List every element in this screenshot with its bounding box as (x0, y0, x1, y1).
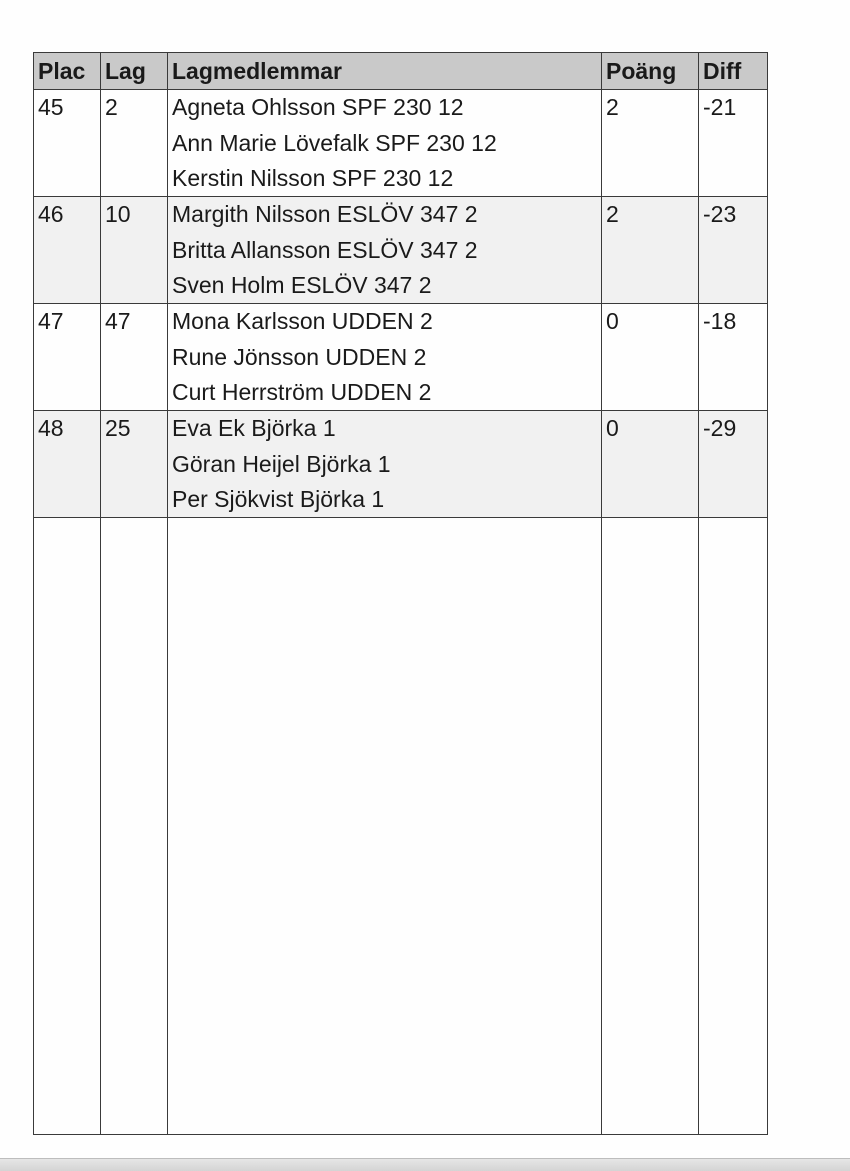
team-member: Rune Jönsson UDDEN 2 (172, 343, 427, 370)
team-row-group (34, 304, 768, 411)
team-member: Britta Allansson ESLÖV 347 2 (172, 236, 478, 263)
scanner-bottom-edge (0, 1158, 850, 1171)
poang-cell: 0 (602, 304, 699, 411)
members-cell (168, 90, 602, 197)
poang-cell: 2 (602, 197, 699, 304)
diff-cell: -18 (699, 304, 768, 411)
team-member: Mona Karlsson UDDEN 2 (172, 308, 433, 334)
table-row (34, 90, 768, 197)
team-member: Eva Ek Björka 1 (172, 415, 336, 441)
members-cell (168, 411, 602, 518)
results-table (33, 52, 768, 1135)
team-member: Margith Nilsson ESLÖV 347 2 (172, 201, 478, 227)
team-row-group (34, 411, 768, 518)
plac-cell: 46 (34, 197, 101, 304)
diff-cell: -29 (699, 411, 768, 518)
team-member: Kerstin Nilsson SPF 230 12 (172, 165, 454, 191)
header-row (34, 53, 768, 90)
lag-cell: 47 (101, 304, 168, 411)
plac-cell: 48 (34, 411, 101, 518)
members-cell (168, 197, 602, 304)
team-row-group (34, 197, 768, 304)
empty-cell (168, 518, 602, 1135)
diff-cell: -23 (699, 197, 768, 304)
table-row (34, 411, 768, 518)
diff-cell: -21 (699, 90, 768, 197)
lag-cell: 2 (101, 90, 168, 197)
team-member: Ann Marie Lövefalk SPF 230 12 (172, 129, 497, 156)
header-poang: Poäng (602, 53, 699, 90)
members-cell (168, 304, 602, 411)
team-member: Göran Heijel Björka 1 (172, 450, 391, 477)
empty-cell (602, 518, 699, 1135)
empty-cell (699, 518, 768, 1135)
team-member: Agneta Ohlsson SPF 230 12 (172, 94, 464, 120)
empty-cell (101, 518, 168, 1135)
plac-cell: 45 (34, 90, 101, 197)
header-lag: Lag (101, 53, 168, 90)
header-plac: Plac (34, 53, 101, 90)
empty-cell (34, 518, 101, 1135)
team-member: Curt Herrström UDDEN 2 (172, 379, 432, 405)
header-members: Lagmedlemmar (168, 53, 602, 90)
table-header (34, 53, 768, 90)
team-member: Per Sjökvist Björka 1 (172, 486, 385, 512)
table-row (34, 197, 768, 304)
plac-cell: 47 (34, 304, 101, 411)
poang-cell: 2 (602, 90, 699, 197)
empty-row (34, 518, 768, 1135)
lag-cell: 25 (101, 411, 168, 518)
poang-cell: 0 (602, 411, 699, 518)
team-row-group (34, 90, 768, 197)
lag-cell: 10 (101, 197, 168, 304)
table-row (34, 304, 768, 411)
team-member: Sven Holm ESLÖV 347 2 (172, 272, 432, 298)
header-diff: Diff (699, 53, 768, 90)
empty-rows (34, 518, 768, 1135)
